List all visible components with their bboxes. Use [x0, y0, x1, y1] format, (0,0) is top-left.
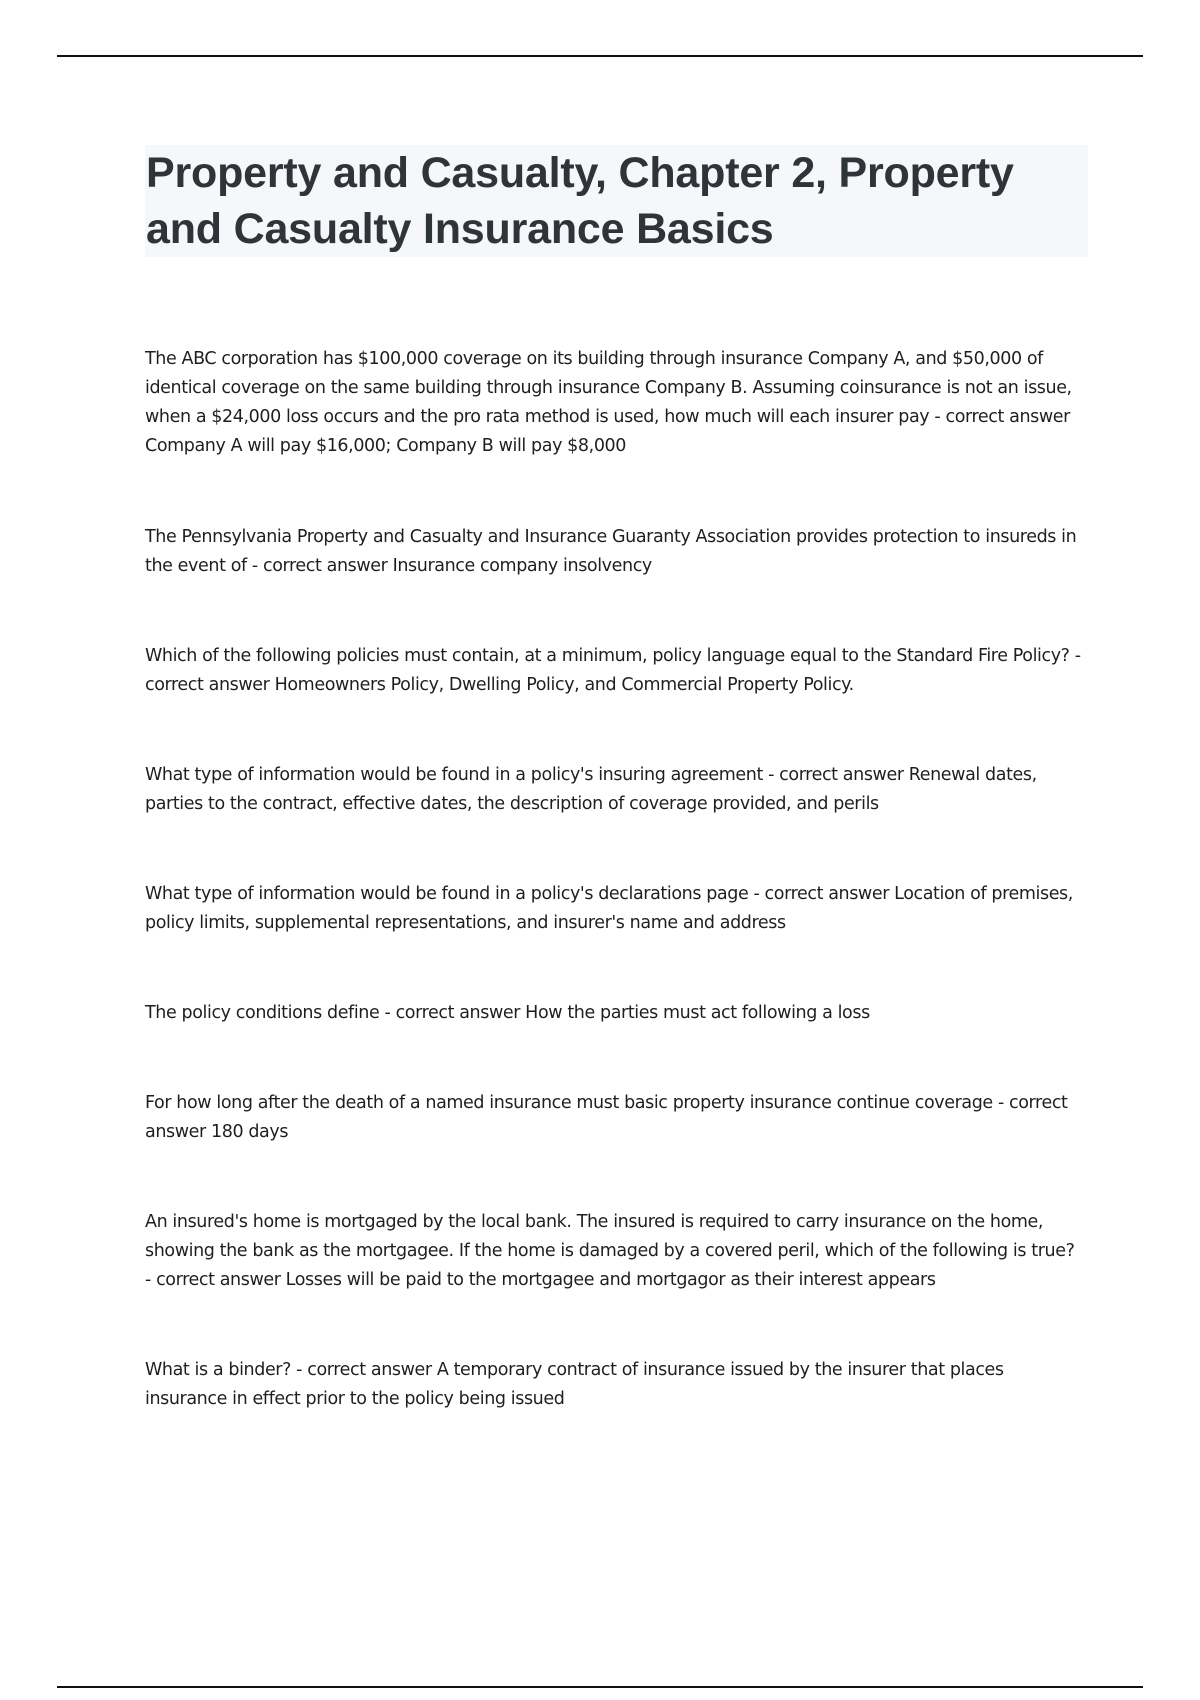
qa-item: The ABC corporation has $100,000 coverage on its building through insurance Company A, and $50,000 of identical coverage on the same building through insurance Company B. Assuming coinsurance is not an issue, when a $24,000 loss occurs and the pro rata method is used, how much will each insurer pay - correct answer Company A will pay $16,000; Company B will pay $8,000 [145, 349, 1072, 456]
qa-item: Which of the following policies must contain, at a minimum, policy language equal to the Standard Fire Policy? - correct answer Homeowners Policy, Dwelling Policy, and Commercial Property Policy. [145, 646, 1081, 695]
qa-item: What type of information would be found in a policy's declarations page - correct answer Location of premises, policy limits, supplemental representations, and insurer's name and address [145, 884, 1073, 933]
qa-item: For how long after the death of a named insurance must basic property insurance continue coverage - correct answer 180 days [145, 1093, 1068, 1142]
top-rule [57, 55, 1143, 57]
qa-item: What type of information would be found in a policy's insuring agreement - correct answer Renewal dates, parties to the contract, effective dates, the description of coverage provided, and perils [145, 765, 1037, 814]
qa-item: What is a binder? - correct answer A temporary contract of insurance issued by the insurer that places insurance in effect prior to the policy being issued [145, 1360, 1004, 1409]
qa-list [145, 345, 1085, 1475]
qa-item: The policy conditions define - correct answer How the parties must act following a loss [145, 1003, 870, 1023]
document-title: Property and Casualty, Chapter 2, Property and Casualty Insurance Basics [146, 149, 1014, 253]
qa-item: An insured's home is mortgaged by the local bank. The insured is required to carry insurance on the home, showing the bank as the mortgagee. If the home is damaged by a covered peril, which of the following is true? - correct answer Losses will be paid to the mortgagee and mortgagor as their interest appears [145, 1212, 1075, 1290]
bottom-rule [57, 1686, 1143, 1688]
qa-item: The Pennsylvania Property and Casualty and Insurance Guaranty Association provides protection to insureds in the event of - correct answer Insurance company insolvency [145, 527, 1077, 576]
